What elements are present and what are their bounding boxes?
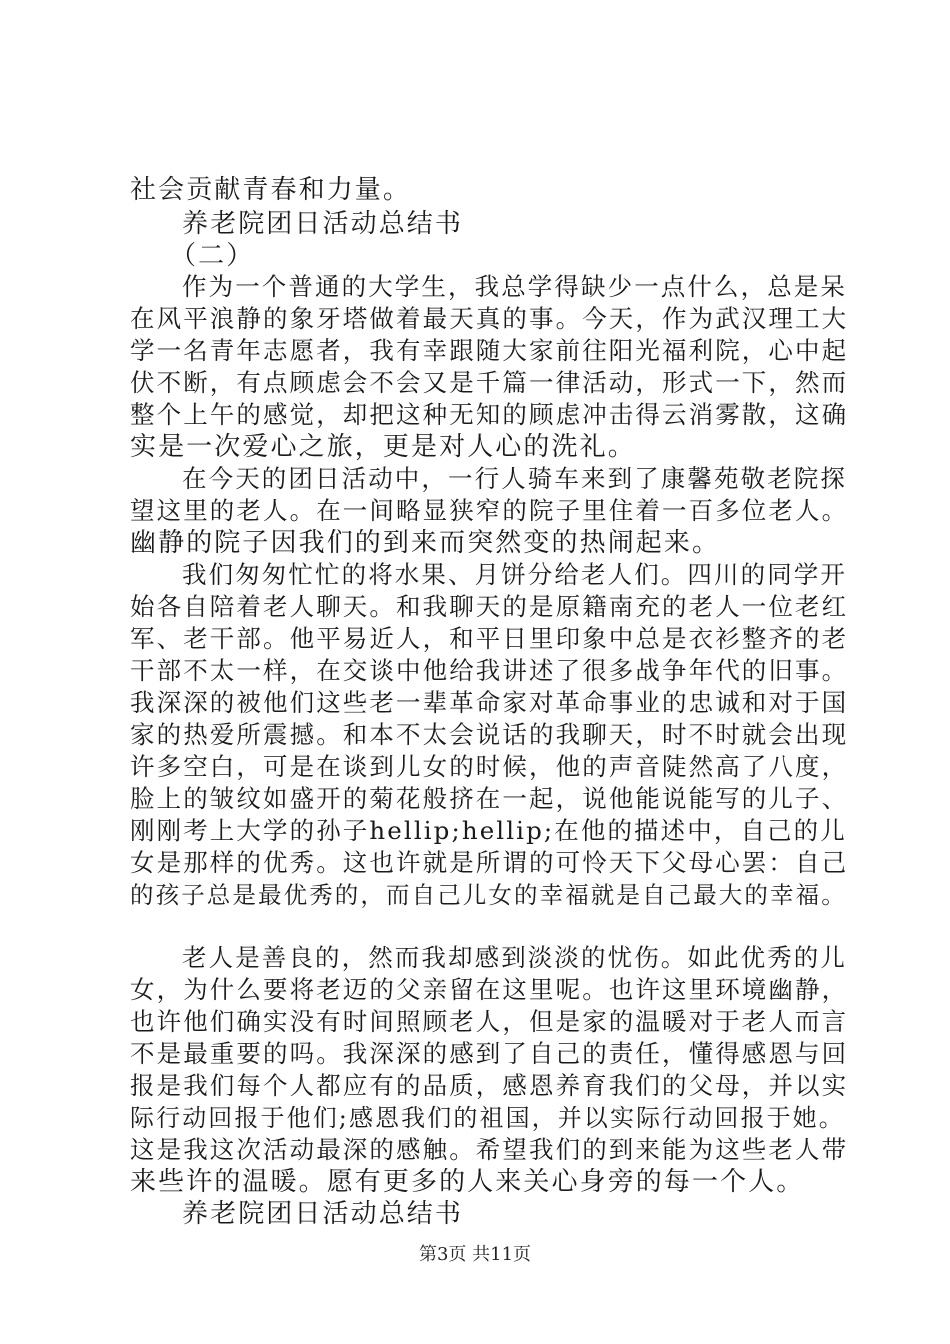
text-line: 在今天的团日活动中，一行人骑车来到了康馨苑敬老院探 bbox=[182, 464, 847, 493]
text-line: 在风平浪静的象牙塔做着最天真的事。今天，作为武汉理工大 bbox=[130, 304, 849, 333]
text-line: 整个上午的感觉，却把这种无知的顾虑冲击得云消雾散，这确 bbox=[130, 400, 849, 429]
text-line: 社会贡献青春和力量。 bbox=[130, 175, 412, 205]
text-line: 学一名青年志愿者，我有幸跟随大家前往阳光福利院，心中起 bbox=[130, 336, 849, 365]
text-line: 报是我们每个人都应有的品质，感恩养育我们的父母，并以实 bbox=[130, 1071, 849, 1100]
text-line: 实是一次爱心之旅，更是对人心的洗礼。 bbox=[130, 432, 636, 462]
text-line: 作为一个普通的大学生，我总学得缺少一点什么，总是呆 bbox=[182, 272, 847, 301]
text-line: 这是我这次活动最深的感触。希望我们的到来能为这些老人带 bbox=[130, 1135, 849, 1164]
text-line: 老人是善良的，然而我却感到淡淡的忧伤。如此优秀的儿 bbox=[182, 943, 847, 972]
text-line: 许多空白，可是在谈到儿女的时候，他的声音陡然高了八度， bbox=[130, 752, 849, 781]
page-footer: 第3页 共11页 bbox=[418, 1244, 532, 1265]
text-line: 的孩子总是最优秀的，而自己儿女的幸福就是自己最大的幸福。 bbox=[130, 881, 847, 909]
text-line: 际行动回报于他们;感恩我们的祖国，并以实际行动回报于她。 bbox=[130, 1104, 845, 1132]
text-line: 伏不断，有点顾虑会不会又是千篇一律活动，形式一下，然而 bbox=[130, 368, 849, 397]
text-line: 刚刚考上大学的孙子hellip;hellip;在他的描述中，自己的儿 bbox=[130, 816, 847, 845]
text-line: 幽静的院子因我们的到来而突然变的热闹起来。 bbox=[130, 528, 721, 558]
text-line: 也许他们确实没有时间照顾老人，但是家的温暖对于老人而言 bbox=[130, 1007, 849, 1036]
text-line: 望这里的老人。在一间略显狭窄的院子里住着一百多位老人。 bbox=[130, 496, 849, 525]
text-line: 不是最重要的吗。我深深的感到了自己的责任，懂得感恩与回 bbox=[130, 1039, 849, 1068]
text-line: 脸上的皱纹如盛开的菊花般挤在一起，说他能说能写的儿子、 bbox=[130, 784, 849, 813]
text-line: 始各自陪着老人聊天。和我聊天的是原籍南充的老人一位老红 bbox=[130, 592, 849, 621]
text-line: 家的热爱所震撼。和本不太会说话的我聊天，时不时就会出现 bbox=[130, 720, 849, 749]
section-title: 养老院团日活动总结书 bbox=[182, 1199, 464, 1229]
text-line: 来些许的温暖。愿有更多的人来关心身旁的每一个人。 bbox=[130, 1167, 805, 1197]
text-line: 我们匆匆忙忙的将水果、月饼分给老人们。四川的同学开 bbox=[182, 560, 847, 589]
text-line: 干部不太一样，在交谈中他给我讲述了很多战争年代的旧事。 bbox=[130, 656, 849, 685]
text-line: 我深深的被他们这些老一辈革命家对革命事业的忠诚和对于国 bbox=[130, 688, 849, 717]
section-title: 养老院团日活动总结书 bbox=[182, 209, 464, 239]
section-number: （二） bbox=[170, 241, 255, 271]
text-line: 女是那样的优秀。这也许就是所谓的可怜天下父母心罢：自己 bbox=[130, 848, 849, 877]
text-line: 女，为什么要将老迈的父亲留在这里呢。也许这里环境幽静， bbox=[130, 975, 849, 1004]
text-line: 军、老干部。他平易近人，和平日里印象中总是衣衫整齐的老 bbox=[130, 624, 849, 653]
